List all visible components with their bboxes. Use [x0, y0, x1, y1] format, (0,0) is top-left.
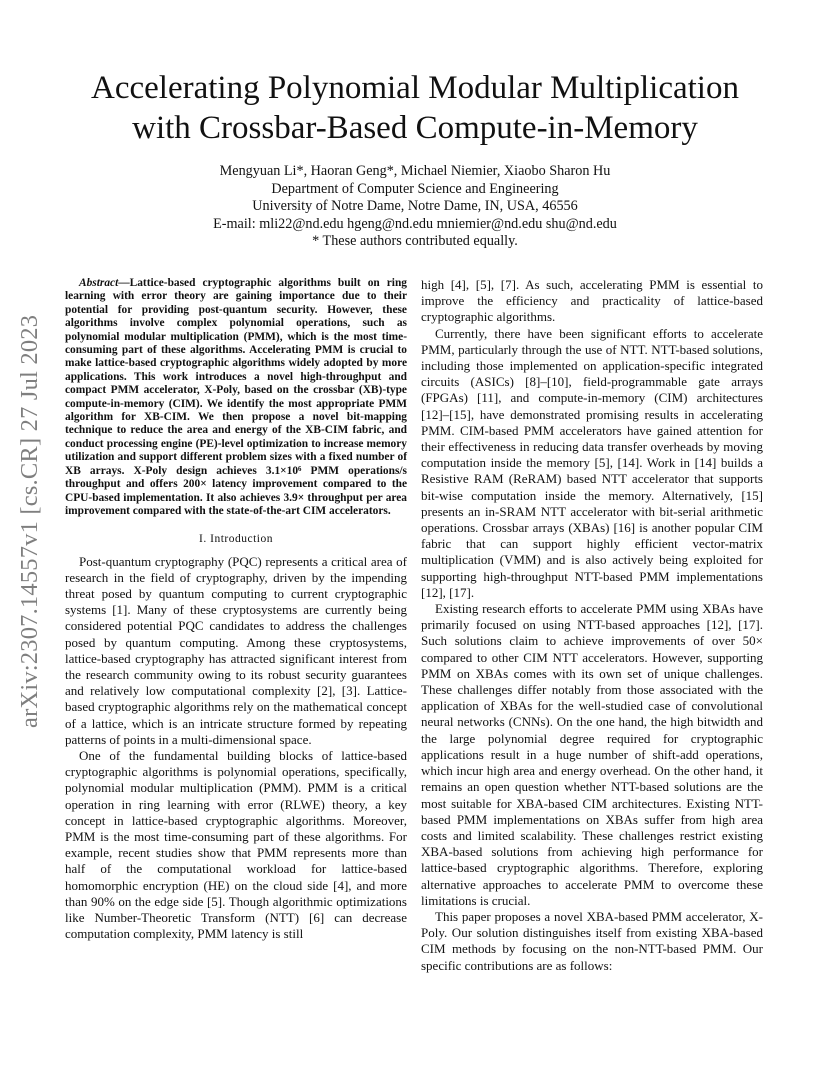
author-names: Mengyuan Li*, Haoran Geng*, Michael Niemier, Xiaobo Sharon Hu — [219, 163, 611, 179]
abstract-text: —Lattice-based cryptographic algorithms built on ring learning with error theory are gaining importance due to their potential for providing post-quantum security. However, these algorithms involve complex polynomial operations, such as polynomial modular multiplication (PMM), which is the most time-consuming part of these algorithms. Accelerating PMM is crucial to make lattice-based cryptographic algorithms widely adopted by more applications. This work introduces a novel high-throughput and compact PMM accelerator, X-Poly, based on the crossbar (XB)-type compute-in-memory (CIM). We identify the most appropriate PMM algorithm for XB-CIM. We then propose a novel bit-mapping technique to reduce the area and energy of the XB-CIM fabric, and conduct processing engine (PE)-level optimization to increase memory utilization and support different problem sizes with a fixed number of XB arrays. X-Poly design achieves 3.1×10⁶ PMM operations/s throughput and offers 200× latency improvement compared to the CPU-based implementation. It also achieves 3.9× throughput per area improvement compared with the state-of-the-art CIM accelerators. — [65, 277, 407, 517]
left-column — [65, 277, 407, 942]
section-heading-introduction: I. Introduction — [199, 533, 273, 546]
right-column — [421, 277, 763, 974]
arxiv-identifier[interactable]: arXiv:2307.14557v1 [cs.CR] 27 Jul 2023 — [16, 314, 43, 728]
author-block — [140, 163, 690, 251]
body-paragraph: high [4], [5], [7]. As such, accelerating PMM is essential to improve the efficiency and practicality of lattice-based cryptographic algorithms. — [421, 277, 763, 325]
abstract — [65, 277, 407, 518]
abstract-lead: Abstract — [79, 277, 119, 289]
body-paragraph: Post-quantum cryptography (PQC) represents a critical area of research in the field of cryptography, driven by the impending threat posed by quantum computing to current cryptographic systems [1]. Many of these cryptosystems are currently being considered potential PQC candidates to address the challenges posed by quantum computing. Among these cryptosystems, lattice-based cryptography has attracted significant interest from the research community owing to its robust security guarantees and relatively low computational complexity [2], [3]. Lattice-based cryptographic algorithms rely on the mathematical concept of a lattice, which is an intricate structure formed by repeating patterns of points in a multi-dimensional space. — [65, 553, 407, 747]
body-paragraph: This paper proposes a novel XBA-based PMM accelerator, X-Poly. Our solution distinguishes itself from existing XBA-based CIM methods by focusing on the non-NTT-based PMM. Our specific contributions are as follows: — [421, 908, 763, 973]
body-paragraph: Existing research efforts to accelerate PMM using XBAs have primarily focused on using NTT-based approaches [12], [17]. Such solutions claim to achieve improvements of over 50× compared to other CIM NTT accelerators. However, supporting PMM on XBAs comes with its own set of unique challenges. These challenges differ notably from those associated with the application of XBAs for the well-studied case of convolutional neural networks (CNNs). On the one hand, the high bitwidth and the large polynomial degree required for cryptographic applications result in a huge number of shift-add operations, which incur high area and energy overhead. On the other hand, it remains an open question whether NTT-based solutions are the most suitable for XBA-based CIM architectures. Existing NTT-based PMM implementations on XBAs suffer from high area costs and limited scalability. These challenges restrict existing XBA-based solutions from achieving high performance for lattice-based cryptographic algorithms. Therefore, exploring alternative approaches to accelerate PMM to overcome these limitations is crucial. — [421, 601, 763, 908]
paper-title: Accelerating Polynomial Modular Multiplication with Crossbar-Based Compute-in-Memory — [91, 70, 739, 146]
equal-contribution-note: * These authors contributed equally. — [312, 233, 518, 249]
author-university: University of Notre Dame, Notre Dame, IN, USA, 46556 — [252, 198, 578, 214]
body-paragraph: One of the fundamental building blocks of lattice-based cryptographic algorithms is polynomial operations, specifically, polynomial modular multiplication (PMM). PMM is a critical operation in ring learning with error (RLWE) theory, a key concept in lattice-based cryptographic algorithms. Moreover, PMM is the most time-consuming part of these algorithms. For example, recent studies show that PMM represents more than half of the computational workload for lattice-based homomorphic encryption (HE) on the cloud side [4], and more than 90% on the edge side [5]. Though algorithmic optimizations like Number-Theoretic Transform (NTT) [6] can decrease computation complexity, PMM latency is still — [65, 747, 407, 942]
author-emails[interactable]: E-mail: mli22@nd.edu hgeng@nd.edu mniemier@nd.edu shu@nd.edu — [213, 215, 617, 232]
body-paragraph: Currently, there have been significant efforts to accelerate PMM, particularly through the use of NTT. NTT-based solutions, including those implemented on application-specific integrated circuits (ASICs) [8]–[10], field-programmable gate arrays (FPGAs) [11], and compute-in-memory (CIM) architectures [12]–[15], have demonstrated promising results in accelerating PMM. CIM-based PMM accelerators have gained attention for their effectiveness in reducing data transfer overheads by moving computation inside the memory [5], [14]. Work in [14] builds a Resistive RAM (ReRAM) based NTT accelerator that supports bit-wise computation inside the memory. Alternatively, [15] presents an in-SRAM NTT accelerator with bit-serial arithmetic operations. Crossbar arrays (XBAs) [16] is another popular CIM fabric that can support highly efficient vector-matrix multiplication (VMM) and is also actively being exploited for supporting high-throughput NTT-based PMM implementations [12], [17]. — [421, 325, 763, 600]
author-department: Department of Computer Science and Engineering — [271, 180, 559, 197]
